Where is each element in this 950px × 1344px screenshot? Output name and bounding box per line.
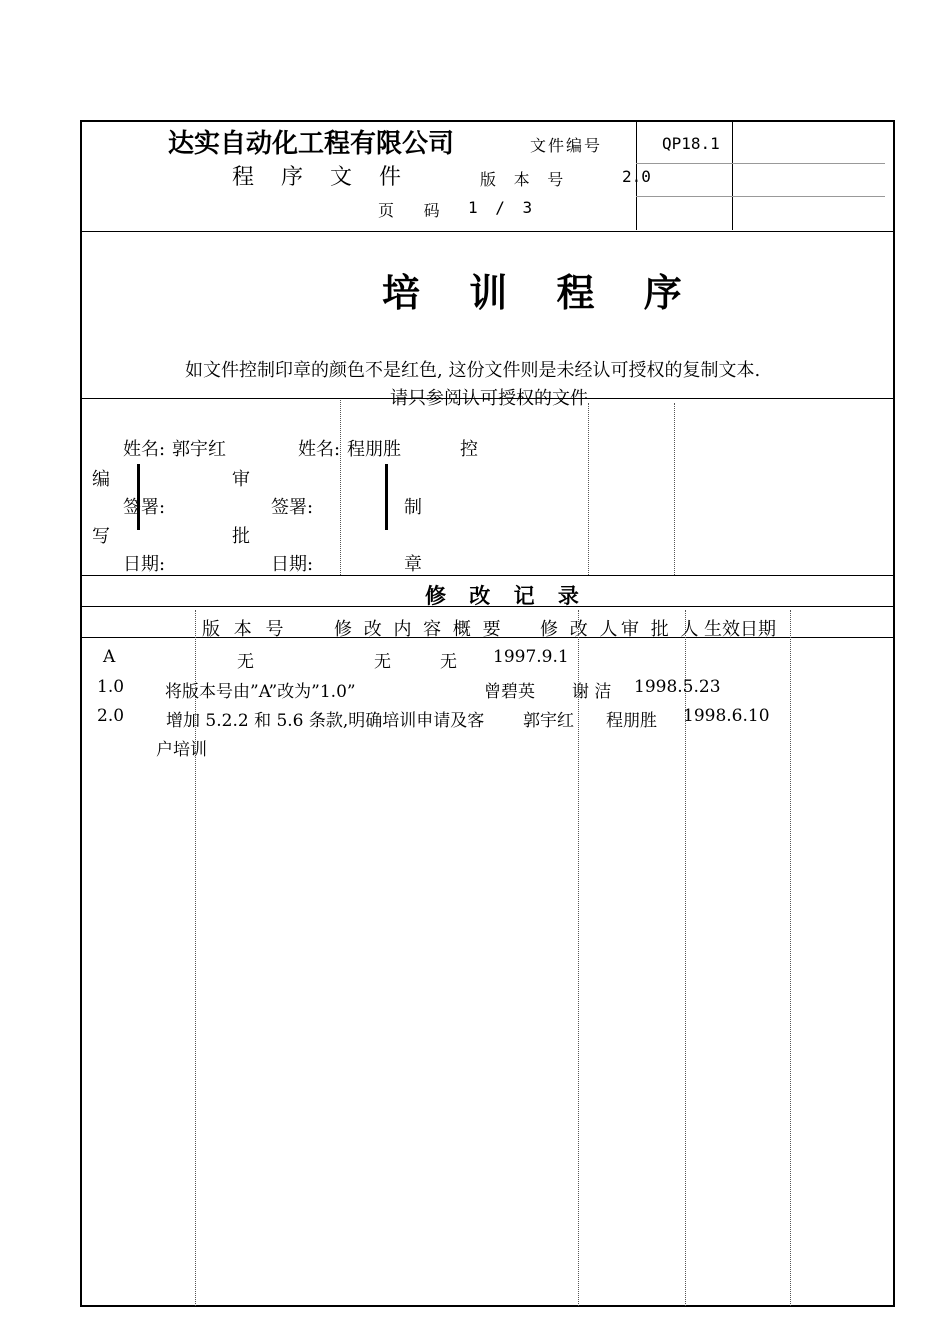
- header-divider: [732, 121, 733, 230]
- author-name-label: 姓名:: [123, 439, 166, 460]
- row-version: 2.0: [97, 706, 125, 726]
- section-divider: [80, 637, 895, 638]
- document-type: 程 序 文 件: [232, 165, 411, 190]
- header-divider: [636, 121, 637, 230]
- row-approver: 程朋胜: [606, 711, 657, 731]
- signature-divider: [340, 400, 341, 575]
- column-date: 生效日期: [704, 619, 776, 640]
- page-label: 页 码: [378, 201, 450, 220]
- signature-divider: [674, 403, 675, 575]
- row-author: 郭宇红: [523, 711, 574, 731]
- company-name: 达实自动化工程有限公司: [168, 129, 455, 159]
- stamp-label-1: 控: [460, 439, 478, 460]
- column-summary: 修 改 内 容 概 要: [334, 619, 504, 640]
- author-name: 郭宇红: [172, 439, 226, 460]
- row-date: 1997.9.1: [493, 647, 569, 667]
- approver-date-label: 日期:: [271, 554, 314, 575]
- row-summary-continued: 户培训: [156, 740, 207, 760]
- approver-side-label-2: 批: [232, 526, 250, 547]
- row-approver: 无: [440, 652, 457, 672]
- row-author: 曾碧英: [484, 682, 535, 702]
- approver-signature-bar: [385, 464, 388, 530]
- approver-name-label: 姓名:: [298, 439, 341, 460]
- header-divider: [636, 196, 885, 197]
- column-version: 版 本 号: [202, 619, 288, 640]
- row-date: 1998.5.23: [634, 677, 721, 697]
- notice-line-1: 如文件控制印章的颜色不是红色, 这份文件则是未经认可授权的复制文本.: [185, 360, 761, 381]
- row-date: 1998.6.10: [683, 706, 770, 726]
- document-title: 培 训 程 序: [382, 270, 700, 315]
- approver-name: 程朋胜: [347, 439, 401, 460]
- row-summary: 无: [237, 652, 254, 672]
- section-divider: [80, 231, 895, 232]
- page-number: 1 / 3: [468, 198, 537, 217]
- author-side-label-1: 编: [92, 469, 110, 490]
- approver-side-label-1: 审: [232, 469, 250, 490]
- version-value: 2.0: [622, 167, 651, 186]
- row-version: A: [103, 647, 116, 667]
- column-divider: [578, 610, 579, 1306]
- row-author: 无: [374, 652, 391, 672]
- stamp-label-3: 章: [404, 554, 422, 575]
- row-version: 1.0: [97, 677, 125, 697]
- row-summary: 增加 5.2.2 和 5.6 条款,明确培训申请及客: [166, 711, 485, 731]
- section-divider: [80, 606, 895, 607]
- notice-line-2-clip: [380, 384, 620, 409]
- row-approver: 谢 洁: [572, 682, 612, 702]
- doc-number-label: 文件编号: [530, 136, 603, 155]
- section-divider: [80, 575, 895, 576]
- notice-line-2: 请只参阅认可授权的文件: [390, 388, 588, 409]
- revision-title: 修 改 记 录: [425, 583, 587, 608]
- column-approver: 审 批 人: [621, 619, 702, 640]
- column-author: 修 改 人: [540, 619, 621, 640]
- author-sign-label: 签署:: [123, 497, 166, 518]
- signature-divider: [588, 403, 589, 575]
- version-label: 版 本 号: [480, 170, 568, 189]
- column-divider: [790, 610, 791, 1306]
- author-date-label: 日期:: [123, 554, 166, 575]
- doc-number-value: QP18.1: [662, 134, 720, 153]
- section-divider: [80, 398, 895, 399]
- header-divider: [636, 163, 885, 164]
- stamp-label-2: 制: [404, 497, 422, 518]
- approver-sign-label: 签署:: [271, 497, 314, 518]
- row-summary: 将版本号由”A”改为”1.0”: [165, 682, 356, 702]
- author-side-label-2: 写: [92, 526, 110, 547]
